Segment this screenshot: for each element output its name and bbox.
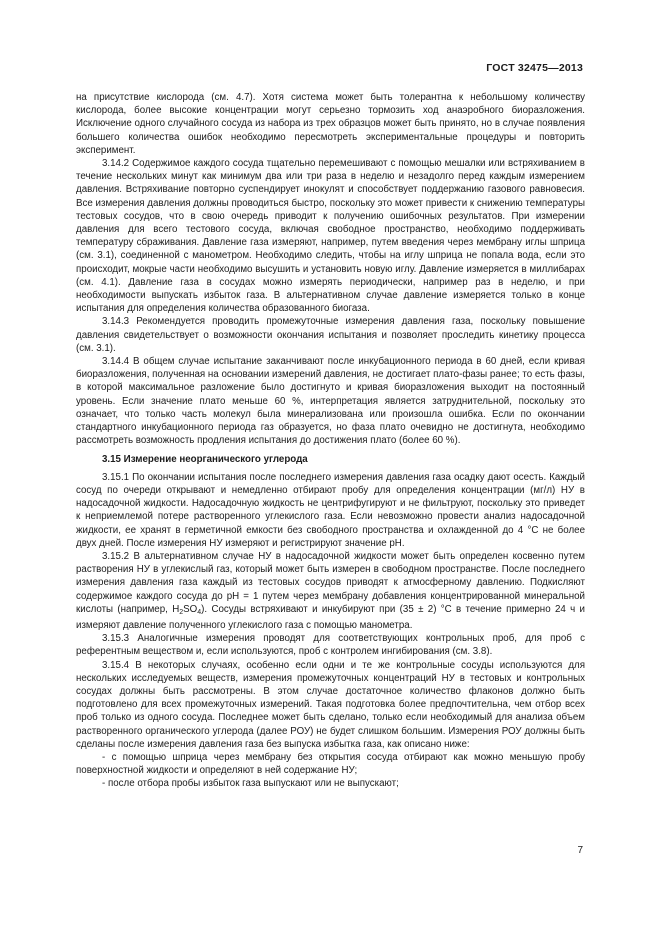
paragraph-continuation: на присутствие кислорода (см. 4.7). Хотя система может быть толерантна к небольшому количеству кислорода, более высокие концентрации могут серьезно тормозить ход анаэробного биоразложения. Исключение одного случайного сосуда из набора из трех образцов может быть принято, но в случае появления большего количества ошибок необходимо пересмотреть экспериментальные процедуры и повторить эксперимент.: [76, 92, 585, 156]
paragraph-3-15-2-text-a: 3.15.2 В альтернативном случае НУ в надосадочной жидкости может быть определен косвенно путем растворения НУ в углекислый газ, который может быть измерен в свободном пространстве. После последнего измерения давления газа каждый из тестовых сосудов приводят к атмосферному давлению. Подкисляют содержимое каждого сосуда до рН = 1 путем через мембрану добавления концентрированной минеральной кислоты (например, Н: [76, 550, 585, 615]
section-heading-3-15: 3.15 Измерение неорганического углерода: [102, 454, 308, 466]
list-item-1: - с помощью шприца через мембрану без открытия сосуда отбирают как можно меньшую пробу поверхностной жидкости и определяют в ней содержание НУ;: [76, 751, 585, 777]
paragraph-3-15-1: 3.15.1 По окончании испытания после последнего измерения давления газа осадку дают осесть. Каждый сосуд по очереди открывают и немедленно отбирают пробу для определения концентрации (мг/л) НУ в надосадочной жидкости. Надосадочную жидкость не центрифугируют и не фильтруют, поскольку это приведет к неприемлемой потере растворенного углекислого газа. Если невозможно провести анализ надосадочной жидкости, ее хранят в герметичной емкости без свободного пространства и охлажденной до 4 °С не более двух дней. После измерения НУ измеряют и регистрируют значение рН.: [76, 471, 585, 549]
paragraph-3-15-2-text-b: SO: [183, 603, 198, 615]
paragraph-3-14-3: 3.14.3 Рекомендуется проводить промежуточные измерения давления газа, поскольку повышение давления свидетельствует о возможности окончания испытания и позволяет проследить кинетику процесса (см. 3.1).: [76, 316, 585, 354]
paragraph-3-14-2: 3.14.2 Содержимое каждого сосуда тщательно перемешивают с помощью мешалки или встряхиванием в течение нескольких минут как минимум два или три раза в неделю и незадолго перед каждым измерением давления. Встряхивание повторно суспендирует инокулят и способствует поддержанию газового равновесия. Все измерения давления должны проводиться быстро, поскольку это может привести к снижению температуры тестовых сосудов, что в свою очередь приводит к получению ошибочных результатов. При измерении давления для всего тестового сосуда, включая свободное пространство, необходимо поддерживать температуру сбраживания. Давление газа измеряют, например, путем введения через мембрану иглы шприца (см. 3.1), соединенной с манометром. Необходимо следить, чтобы на иглу шприца не попала вода, если это происходит, мокрые части необходимо высушить и установить новую иглу. Давление измеряется в миллибарах (см. 4.1). Давление газа в сосудах можно измерять периодически, например раз в неделю, и при необходимости выпускать избыток газа. В альтернативном случае давление измеряется только в конце испытания для определения количества образованного биогаза.: [76, 158, 585, 315]
paragraph-3-15-2-text-c: ). Сосуды встряхивают и инкубируют при (35 ± 2) °С в течение примерно 24 ч и измеряют давление полученного углекислого газа с помощью манометра.: [76, 603, 585, 631]
list-item-2: - после отбора пробы избыток газа выпускают или не выпускают;: [102, 778, 399, 790]
page-number: 7: [577, 845, 583, 856]
subscript-2: 2: [179, 608, 184, 616]
paragraph-3-15-3: 3.15.3 Аналогичные измерения проводят для соответствующих контрольных проб, для проб с референтным веществом и, если используются, проб с контролем ингибирования (см. 3.8).: [76, 633, 585, 658]
subscript-4: 4: [197, 608, 202, 616]
paragraph-3-15-4: 3.15.4 В некоторых случаях, особенно если одни и те же контрольные сосуды используются для нескольких исследуемых веществ, измерения промежуточных концентраций НУ в тестовых и контрольных сосудах должны быть рассмотрены. В этом случае достаточное количество флаконов должно быть подготовлено для всех промежуточных измерений. Такая подготовка более предпочтительна, чем отбор всех проб только из одного сосуда. Последнее может быть сделано, только если необходимый для анализа объем растворенного органического углерода (далее РОУ) не будет слишком большим. Измерения РОУ должны быть сделаны после измерения давления газа без выпуска избытка газа, как описано ниже:: [76, 659, 585, 750]
paragraph-3-14-4: 3.14.4 В общем случае испытание заканчивают после инкубационного периода в 60 дней, если кривая биоразложения, полученная на основании измерений давления, не достигает плато-фазы ранее; то есть фазы, в которой максимальное разложение было достигнуто и кривая биоразложения выходит на постоянный уровень. Если значение плато меньше 60 %, интерпретация является затруднительной, поскольку это означает, что только часть молекул была минерализована или произошла ошибка. Если по окончании стандартного инкубационного периода газ образуется, но фаза плато очевидно не достигнута, необходимо рассмотреть возможность продления испытания до достижения плато (более 60 %).: [76, 356, 585, 447]
document-body: [76, 91, 585, 791]
paragraph-3-15-2: [76, 550, 585, 632]
standard-number: ГОСТ 32475—2013: [486, 62, 583, 74]
